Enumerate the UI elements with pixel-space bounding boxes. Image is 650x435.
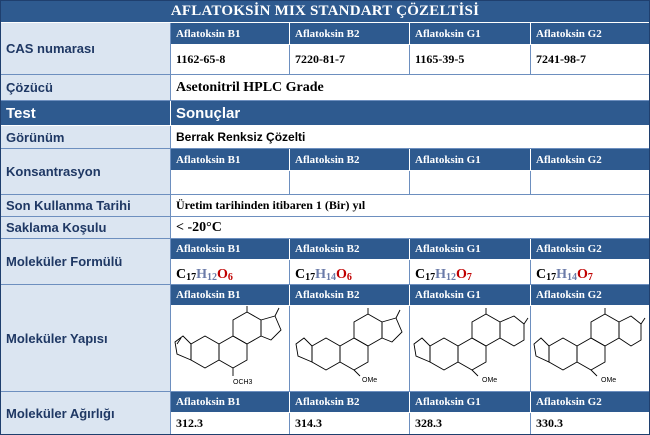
structure-g1 (410, 306, 531, 392)
aflatoxin-b1-structure-drawing (171, 306, 289, 392)
structure-col-b2: Aflatoksin B2 (290, 285, 410, 306)
storage-label: Saklama Koşulu (1, 217, 171, 239)
cas-value-b1: 1162-65-8 (171, 45, 290, 75)
formula-col-b2: Aflatoksin B2 (290, 239, 410, 260)
results-header: Sonuçlar (171, 101, 649, 126)
formula-col-b1: Aflatoksin B1 (171, 239, 290, 260)
expiry-value: Üretim tarihinden itibaren 1 (Bir) yıl (171, 195, 649, 217)
concentration-label: Konsantrasyon (1, 149, 171, 195)
cas-col-b1: Aflatoksin B1 (171, 23, 290, 45)
conc-col-b1: Aflatoksin B1 (171, 149, 290, 171)
formula-b1: C 17 H 12 O 6 (171, 260, 290, 285)
aflatoxin-b2-structure-drawing (290, 306, 409, 392)
g2-substituent: OMe (601, 377, 617, 384)
formula-label: Moleküler Formülü (1, 239, 171, 285)
storage-value: < -20°C (171, 217, 649, 239)
weight-value-b2: 314.3 (290, 413, 410, 434)
formula-g1: C 17 H 12 O 7 (410, 260, 531, 285)
aflatoxin-g1-structure-drawing (410, 306, 530, 392)
weight-col-b2: Aflatoksin B2 (290, 392, 410, 413)
conc-value-b2 (290, 171, 410, 195)
cas-col-g2: Aflatoksin G2 (531, 23, 649, 45)
formula-col-g1: Aflatoksin G1 (410, 239, 531, 260)
b2-substituent: OMe (362, 377, 378, 384)
solvent-label: Çözücü (1, 75, 171, 101)
structure-g2 (531, 306, 649, 392)
formula-b2: C 17 H 14 O 6 (290, 260, 410, 285)
solvent-value: Asetonitril HPLC Grade (171, 75, 649, 101)
structure-b2 (290, 306, 410, 392)
cas-value-g2: 7241-98-7 (531, 45, 649, 75)
cas-label: CAS numarası (1, 23, 171, 75)
table-title: AFLATOKSİN MIX STANDART ÇÖZELTİSİ (1, 1, 649, 23)
weight-value-g2: 330.3 (531, 413, 649, 434)
b1-substituent: OCH3 (233, 379, 253, 386)
weight-col-g1: Aflatoksin G1 (410, 392, 531, 413)
structure-b1 (171, 306, 290, 392)
weight-value-b1: 312.3 (171, 413, 290, 434)
formula-g2: C 17 H 14 O 7 (531, 260, 649, 285)
g1-substituent: OMe (482, 377, 498, 384)
structure-col-g1: Aflatoksin G1 (410, 285, 531, 306)
structure-col-b1: Aflatoksin B1 (171, 285, 290, 306)
conc-value-g2 (531, 171, 649, 195)
conc-col-g1: Aflatoksin G1 (410, 149, 531, 171)
conc-value-g1 (410, 171, 531, 195)
conc-col-g2: Aflatoksin G2 (531, 149, 649, 171)
cas-col-g1: Aflatoksin G1 (410, 23, 531, 45)
weight-label: Moleküler Ağırlığı (1, 392, 171, 434)
conc-col-b2: Aflatoksin B2 (290, 149, 410, 171)
weight-value-g1: 328.3 (410, 413, 531, 434)
test-header: Test (1, 101, 171, 126)
appearance-label: Görünüm (1, 126, 171, 149)
appearance-value: Berrak Renksiz Çözelti (171, 126, 649, 149)
cas-col-b2: Aflatoksin B2 (290, 23, 410, 45)
expiry-label: Son Kullanma Tarihi (1, 195, 171, 217)
cas-value-g1: 1165-39-5 (410, 45, 531, 75)
structure-col-g2: Aflatoksin G2 (531, 285, 649, 306)
structure-label: Moleküler Yapısı (1, 285, 171, 392)
formula-col-g2: Aflatoksin G2 (531, 239, 649, 260)
conc-value-b1 (171, 171, 290, 195)
aflatoxin-g2-structure-drawing (531, 306, 648, 392)
weight-col-b1: Aflatoksin B1 (171, 392, 290, 413)
cas-value-b2: 7220-81-7 (290, 45, 410, 75)
weight-col-g2: Aflatoksin G2 (531, 392, 649, 413)
